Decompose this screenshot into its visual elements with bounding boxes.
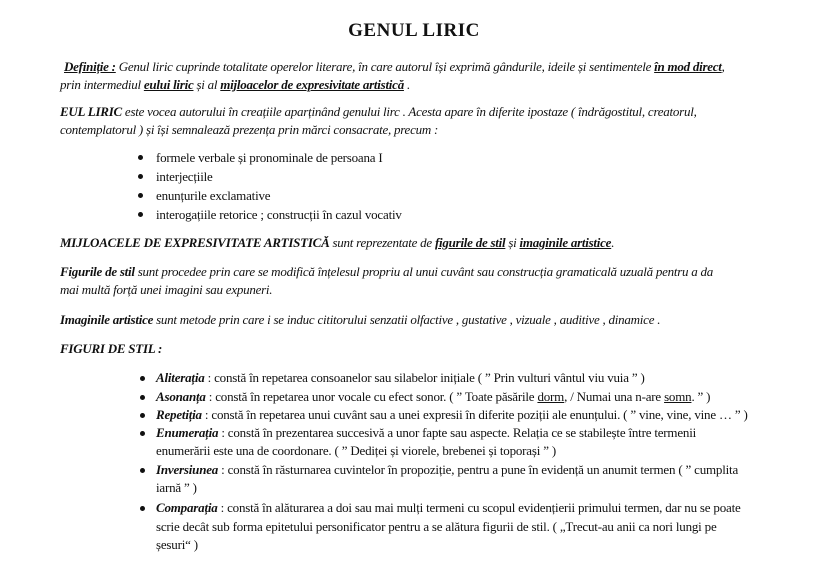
definition-label: Definiție : [64,59,116,74]
emphasis: imaginile artistice [519,235,612,250]
bullet-icon [140,468,145,473]
eul-liric-label: EUL LIRIC [60,104,122,119]
list-item: formele verbale și pronominale de persoana I [156,150,383,165]
term: Aliterația [156,370,205,385]
bullet-icon [140,431,145,436]
list-item-continuation: enumerării este una de coordonare. ( ” Dedițeі și viorele, brebenei și toporași ” ) [156,443,556,458]
text: sunt procedee prin care se modifică înțelesul propriu al unui cuvânt sau construcția gramaticală uzuală pentru a da [134,264,714,279]
text: sunt metode prin care i se induc cititorului senzatii olfactive , gustative , vizuale , auditive , dinamice . [153,312,661,327]
imaginile-label: Imaginile artistice [60,312,154,327]
bullet-icon [138,193,143,198]
list-item-repetitia [156,407,748,423]
figurile-line-1 [60,264,713,280]
page-title: GENUL LIRIC [348,20,480,41]
bullet-icon [140,395,145,400]
bullet-icon [140,376,145,381]
definition: : constă în prezentarea succesivă a unor fapte sau aspecte. Relația ce se stabilește între termenii [218,425,697,440]
term: Inversiunea [156,462,219,477]
figuri-heading: FIGURI DE STIL : [60,341,163,356]
text: sunt reprezentate de [329,235,435,250]
figurile-label: Figurile de stil [60,264,135,279]
imaginile-paragraph [60,312,660,328]
list-item: interjecțiile [156,169,213,184]
list-item-continuation: iarnă ” ) [156,480,197,495]
mijloace-paragraph [60,235,614,251]
text: . [611,235,615,250]
bullet-icon [138,212,143,217]
bullet-icon [138,174,143,179]
term: Repetiția [156,407,202,422]
mijloace-label: MIJLOACELE DE EXPRESIVITATE ARTISTICĂ [60,235,330,250]
emphasis: eului liric [143,77,194,92]
text: și [505,235,520,250]
term: Enumerația [156,425,219,440]
bullet-icon [140,506,145,511]
list-item-asonanta [156,389,710,405]
list-item-inversiunea [156,462,738,478]
term: Asonanța [156,389,206,404]
list-item: interogațiile retorice ; construcții în cazul vocativ [156,207,402,222]
list-item-continuation: scrie decât sub forma epitetului personificator pentru a se alătura figurii de stil. ( „Trecut-au anii ca nori lungi pe [156,519,717,534]
text: și al [193,77,221,92]
list-item-comparatia [156,500,741,516]
emphasis: mijloacelor de expresivitate artistică [220,77,404,92]
term: Comparația [156,500,218,515]
list-item: enunțurile exclamative [156,188,271,203]
eul-liric-line-2: contemplatorul ) și își semnalează prezența prin mărci consacrate, precum : [60,122,439,137]
definition: : constă în răsturnarea cuvintelor în propoziție, pentru a pune în evidență un anumit termen ( ” cumplita [218,462,739,477]
definition: : constă în repetarea unui cuvânt sau a unei expresii în diferite poziții ale enunțului. ( ” vine, vine, vine … ” ) [201,407,748,422]
text: , / Numai una n-are [564,389,665,404]
emphasis: figurile de stil [434,235,506,250]
emphasis: în mod direct [654,59,722,74]
bullet-icon [140,413,145,418]
text: . ” ) [691,389,711,404]
list-item-enumeratia [156,425,696,441]
bullet-icon [138,155,143,160]
definition: : constă în repetarea unor vocale cu efect sonor. ( ” Toate păsările [205,389,538,404]
figurile-line-2: mai multă forță unei imagini sau expuneri. [60,282,273,297]
underlined-word: somn [664,389,692,404]
list-item-continuation: șesuri“ ) [156,537,198,552]
underlined-word: dorm [537,389,565,404]
text: . [403,77,410,92]
definition-line-1 [64,59,725,75]
text: , [721,59,725,74]
list-item-aliteratia [156,370,645,386]
text: prin intermediul [60,77,144,92]
eul-liric-line-1 [60,104,697,120]
text: este vocea autorului în creațiile aparținând genului lirc . Acesta apare în diferite ipostaze ( îndrăgostitul, creatorul, [121,104,697,119]
definition: : constă în alăturarea a doi sau mai mulți termeni cu scopul evidențierii primului termen, dar nu se poate [217,500,741,515]
definition-text: Genul liric cuprinde totalitate operelor literare, în care autorul își exprimă gândurile, ideile și sentimentele [115,59,655,74]
definition-line-2 [60,77,410,93]
definition: : constă în repetarea consoanelor sau silabelor inițiale ( ” Prin vulturi vântul viu vuia ” ) [204,370,645,385]
